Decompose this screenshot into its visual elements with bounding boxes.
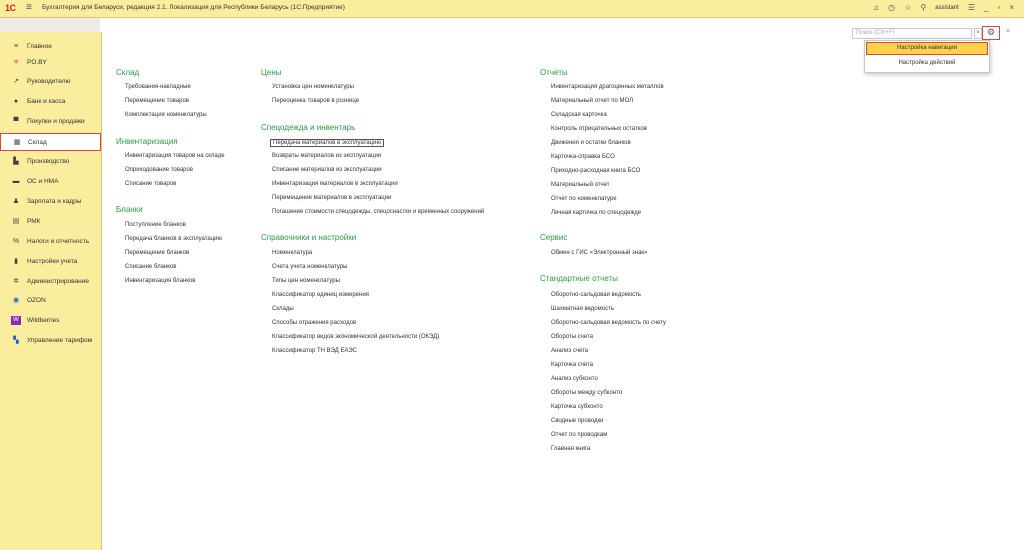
tariff-icon: ▚: [13, 337, 19, 344]
chart-icon: ↗: [13, 78, 19, 85]
sidebar-item-label: Главное: [27, 42, 52, 50]
nav-link[interactable]: Классификатор единиц измерения: [272, 292, 369, 298]
search-icon[interactable]: ⚲: [920, 3, 927, 12]
nav-link-selected[interactable]: Передача материалов в эксплуатацию: [270, 139, 384, 147]
sidebar-item-label: Администрирование: [27, 277, 89, 285]
section-workwear: [261, 123, 485, 215]
nav-link[interactable]: Анализ субконто: [551, 376, 598, 382]
menu-item-navigation-settings[interactable]: Настройка навигации: [866, 42, 988, 55]
nav-link[interactable]: Обороты счета: [551, 334, 593, 340]
nav-link[interactable]: Отчет по номенклатуре: [551, 196, 617, 202]
truck-icon: ▬: [12, 177, 20, 185]
star-icon: ✳: [13, 59, 19, 66]
nav-link[interactable]: Оборотно-сальдовая ведомость: [551, 292, 642, 298]
section-title: Отчеты: [540, 68, 568, 77]
menu-item-actions-settings[interactable]: Настройка действий: [898, 60, 956, 66]
nav-link[interactable]: Комплектация номенклатуры: [125, 112, 207, 118]
section-title: Сервис: [540, 233, 568, 242]
sidebar-item-label: ОС и НМА: [27, 177, 59, 185]
nav-link[interactable]: Инвентаризация материалов в эксплуатации: [272, 181, 398, 187]
nav-link[interactable]: Шахматная ведомость: [551, 306, 614, 312]
section-title: Склад: [116, 68, 140, 77]
nav-link[interactable]: Инвентаризация бланков: [125, 278, 196, 284]
nav-link[interactable]: Переоценка товаров в рознице: [272, 98, 360, 104]
sidebar-item-tariff[interactable]: [0, 332, 101, 348]
nav-link[interactable]: Обмен с ГИС «Электронный знак»: [551, 250, 648, 256]
nav-link[interactable]: Требования-накладные: [125, 84, 191, 90]
nav-link[interactable]: Перемещение бланков: [125, 250, 190, 256]
tax-icon: %: [12, 237, 20, 245]
settings-menu-icon[interactable]: ☰: [967, 3, 976, 12]
nav-link[interactable]: Складская карточка: [551, 112, 607, 118]
sidebar-item-label: PO.BY: [27, 58, 47, 66]
nav-link[interactable]: Установка цен номенклатуры: [272, 84, 354, 90]
nav-link[interactable]: Счета учета номенклатуры: [272, 264, 348, 270]
book-icon: ▮: [14, 258, 18, 265]
nav-link[interactable]: Перемещение материалов в эксплуатации: [272, 195, 392, 201]
sidebar-item-label: Налоги и отчетность: [27, 237, 90, 245]
section-sklad: [116, 68, 207, 118]
sidebar-header: [0, 18, 100, 33]
nav-link[interactable]: Приходно-расходная книга БСО: [551, 168, 641, 174]
nav-link[interactable]: Оприходование товаров: [125, 167, 194, 173]
gear-icon: ✲: [13, 278, 19, 285]
sidebar-item-admin[interactable]: [0, 273, 101, 289]
sidebar-item-label: Зарплата и кадры: [27, 197, 82, 205]
nav-link[interactable]: Номенклатура: [272, 250, 313, 256]
sidebar-item-assets[interactable]: [0, 173, 101, 189]
sidebar: [0, 32, 102, 550]
person-icon: ♟: [12, 198, 20, 205]
nav-link[interactable]: Материальный отчет по МОЛ: [551, 98, 634, 104]
nav-link[interactable]: Оборотно-сальдовая ведомость по счету: [551, 320, 666, 326]
nav-link[interactable]: Списание материалов из эксплуатации: [272, 167, 382, 173]
sidebar-item-taxes[interactable]: [0, 233, 101, 249]
nav-link[interactable]: Материальный отчет: [551, 182, 610, 188]
sidebar-item-payroll[interactable]: [0, 193, 101, 209]
bell-icon[interactable]: ♫: [873, 3, 880, 12]
nav-link[interactable]: Классификатор видов экономической деятельности (ОКЭД): [272, 334, 440, 340]
sidebar-item-label: Настройки учета: [27, 257, 78, 265]
nav-link[interactable]: Типы цен номенклатуры: [272, 278, 340, 284]
nav-link[interactable]: Способы отражения расходов: [272, 320, 357, 326]
history-icon[interactable]: ◷: [888, 3, 896, 12]
nav-link[interactable]: Личная карточка по спецодежде: [551, 210, 642, 216]
ozon-icon: ◉: [12, 297, 20, 304]
nav-link[interactable]: Контроль отрицательных остатков: [551, 126, 647, 132]
sidebar-item-rmk[interactable]: [0, 213, 101, 229]
nav-link[interactable]: Погашение стоимости спецодежды, спецоснастки и временных сооружений: [272, 209, 485, 215]
section-service: [540, 233, 648, 256]
sidebar-item-label: Wildberries: [27, 316, 60, 324]
nav-link[interactable]: Возвраты материалов из эксплуатации: [272, 153, 382, 159]
section-title: Стандартные отчеты: [540, 274, 618, 283]
section-title: Инвентаризация: [116, 137, 178, 146]
section-references: [261, 233, 440, 354]
favorites-icon[interactable]: ☆: [904, 3, 912, 12]
section-title: Справочники и настройки: [261, 233, 357, 242]
nav-link[interactable]: Перемещение товаров: [125, 98, 189, 104]
main-menu-icon[interactable]: ≡: [26, 2, 32, 13]
sidebar-item-poby[interactable]: [0, 54, 101, 70]
section-title: Спецодежда и инвентарь: [261, 123, 356, 132]
section-title: Цены: [261, 68, 282, 77]
menu-icon: ≡: [13, 42, 19, 50]
nav-link[interactable]: Классификатор ТН ВЭД ЕАЭС: [272, 348, 357, 354]
nav-link[interactable]: Карточка субконто: [551, 404, 603, 410]
nav-link[interactable]: Главная книга: [551, 446, 591, 452]
window-title: Бухгалтерия для Беларуси, редакция 2.1. Локализация для Республики Беларусь (1С:Предприятие): [42, 4, 345, 11]
sidebar-item-label: Управление тарифом: [27, 336, 93, 344]
sidebar-item-warehouse[interactable]: [0, 133, 101, 151]
nav-link[interactable]: Инвентаризация драгоценных металлов: [551, 84, 664, 90]
maximize-icon[interactable]: ▫: [997, 3, 1001, 12]
section-prices: [261, 68, 360, 104]
sidebar-item-label: Склад: [28, 138, 47, 146]
title-bar: [0, 0, 1024, 18]
section-title: Бланки: [116, 205, 143, 214]
section-inventory: [116, 137, 225, 187]
factory-icon: ▙: [13, 158, 19, 165]
search-input[interactable]: Поиск (Ctrl+F): [852, 28, 972, 39]
nav-link[interactable]: Движения и остатки бланков: [551, 140, 631, 146]
sidebar-item-label: Производство: [27, 157, 70, 165]
nav-link[interactable]: Склады: [272, 306, 294, 312]
close-window-icon[interactable]: ×: [1009, 3, 1014, 12]
search-clear-button[interactable]: ×: [974, 28, 982, 39]
nav-link[interactable]: Поступление бланков: [125, 222, 186, 228]
sidebar-item-wildberries[interactable]: [0, 312, 101, 328]
sidebar-item-manager[interactable]: [0, 73, 101, 89]
warehouse-icon: ▦: [13, 139, 21, 146]
settings-gear-button[interactable]: ⚙: [982, 26, 1000, 40]
nav-link[interactable]: Списание товаров: [125, 181, 177, 187]
nav-link[interactable]: Списание бланков: [125, 264, 177, 270]
section-reports: [540, 68, 664, 216]
bank-icon: ●: [13, 97, 19, 105]
sidebar-item-main[interactable]: [0, 38, 101, 54]
user-name[interactable]: assistant: [935, 4, 959, 11]
sidebar-item-label: Банк и касса: [27, 97, 66, 105]
sidebar-item-production[interactable]: [0, 153, 101, 169]
nav-link[interactable]: Анализ счета: [551, 348, 589, 354]
sidebar-item-label: РМК: [27, 217, 41, 225]
section-blanks: [116, 205, 223, 284]
nav-link[interactable]: Инвентаризация товаров на складе: [125, 153, 225, 159]
sidebar-item-bank[interactable]: [0, 93, 101, 109]
nav-link[interactable]: Отчет по проводкам: [551, 432, 608, 438]
nav-link[interactable]: Обороты между субконто: [551, 390, 623, 396]
cart-icon: ▀: [13, 117, 19, 125]
sidebar-item-label: OZON: [27, 296, 46, 304]
app-logo: 1С: [5, 3, 16, 13]
settings-popup-menu: [864, 40, 990, 73]
sidebar-item-sales[interactable]: [0, 113, 101, 129]
close-icon[interactable]: ×: [1006, 28, 1011, 35]
section-standard-reports: [540, 274, 666, 452]
nav-link[interactable]: Передача бланков в эксплуатацию: [125, 236, 223, 242]
sidebar-item-label: Покупки и продажи: [27, 117, 85, 125]
wb-icon: W: [11, 316, 21, 325]
nav-link[interactable]: Сводные проводки: [551, 418, 604, 424]
sidebar-item-ozon[interactable]: [0, 292, 101, 308]
nav-link[interactable]: Карточка счета: [551, 362, 594, 368]
register-icon: ▤: [12, 218, 20, 225]
minimize-icon[interactable]: _: [984, 3, 989, 12]
sidebar-item-label: Руководителю: [27, 77, 71, 85]
nav-link[interactable]: Карточка-справка БСО: [551, 154, 615, 160]
sidebar-item-accounting-settings[interactable]: [0, 253, 101, 269]
